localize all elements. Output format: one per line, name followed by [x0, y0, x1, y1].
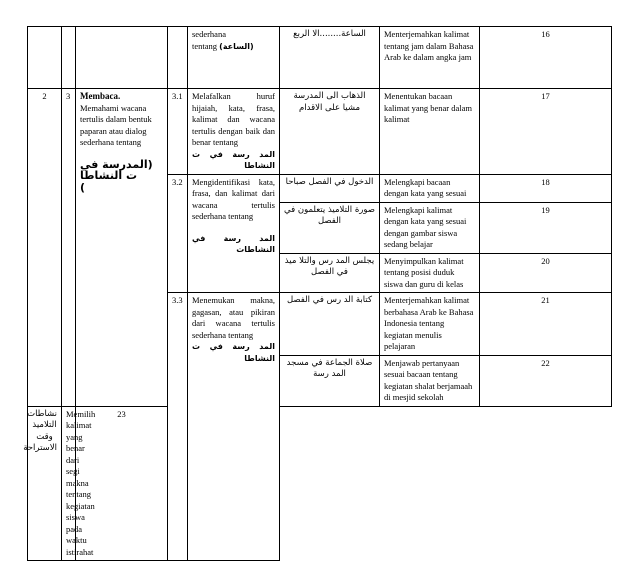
topic-arabic: (الساعة) [219, 41, 254, 51]
topic-text-2: tentang [192, 40, 218, 51]
subsection-cell [188, 293, 280, 561]
subsection-number: 3.2 [168, 174, 188, 293]
objective-cell: Menjawab pertanyaan sesuai bacaan tentang kegiatan shalat berjamaah di mesjid sekolah [380, 355, 480, 406]
item-number: 23 [76, 406, 168, 561]
skill-title: Membaca. [80, 91, 121, 101]
week-number: 2 [28, 89, 62, 407]
subsection-description: Menemukan makna, gagasan, atau pikiran dari wacana tertulis sederhana tentang [192, 295, 275, 340]
arabic-content-cell: يجلس المد رس والتلا ميذ في الفصل [280, 253, 380, 293]
item-number: 18 [480, 174, 612, 202]
skill-description: Memahami wacana tertulis dalam bentuk paparan atau dialog sederhana tentang [80, 102, 152, 147]
skill-cell [76, 89, 168, 407]
arabic-content-cell: صورة التلاميذ يتعلمون في الفصل [280, 202, 380, 253]
topic-cell [188, 27, 280, 89]
arabic-content-cell: صلاة الجماعة في مسجد المد رسة [280, 355, 380, 406]
subsection-cell [188, 174, 280, 293]
unit-number: 3 [62, 89, 76, 407]
skill-arabic-2: ) [80, 180, 86, 194]
skill-arabic: (المدرسة في ت النشاطا [80, 157, 153, 182]
objective-cell: Melengkapi bacaan dengan kata yang sesuai [380, 174, 480, 202]
subsection-cell [188, 89, 280, 175]
arabic-content-cell: الذهاب الى المدرسة مشيا على الاقدام [280, 89, 380, 175]
subsection-description: Mengidentifikasi kata, frasa, dan kalimat dari wacana tertulis sederhana tentang [192, 176, 275, 221]
objective-cell: Menyimpulkan kalimat tentang posisi duduk siswa dan guru di kelas [380, 253, 480, 293]
table-row [28, 27, 612, 89]
objective-cell: Menterjemahkan kalimat tentang jam dalam Bahasa Arab ke dalam angka jam [380, 27, 480, 89]
subsection-description: Melafalkan huruf hijaiah, kata, frasa, kalimat dan wacana tertulis dengan baik dan benar tentang [192, 91, 275, 147]
objective-cell: Menentukan bacaan kalimat yang benar dalam kalimat [380, 89, 480, 175]
table-row [28, 406, 612, 561]
subsection-number: 3.1 [168, 89, 188, 175]
objective-cell: Menterjemahkan kalimat berbahasa Arab ke Bahasa Indonesia tentang kegiatan menulis pelajaran [380, 293, 480, 356]
item-number: 21 [480, 293, 612, 356]
syllabus-table [23, 26, 612, 561]
item-number: 19 [480, 202, 612, 253]
arabic-content-cell: الساعة........الا الربع [280, 27, 380, 89]
subsection-number: 3.3 [168, 293, 188, 561]
item-number: 17 [480, 89, 612, 175]
subsection-arabic: المد رسة في ت النشاطا [192, 149, 275, 170]
objective-cell: Memilih kalimat yang benar dari segi makna tentang kegiatan siswa pada waktu istirahat [62, 406, 76, 561]
objective-cell: Melengkapi kalimat dengan kata yang sesuai dengan gambar siswa sedang belajar [380, 202, 480, 253]
arabic-content-cell: نشاطات التلاميذ وقت الاستراحة [28, 406, 62, 561]
table-row [28, 89, 612, 175]
arabic-content-cell: كتابة الد رس في الفصل [280, 293, 380, 356]
subsection-arabic: المد رسة في ت النشاطا [192, 342, 275, 363]
subsection-arabic: المد رسة في النشاطات [192, 233, 275, 254]
item-number: 20 [480, 253, 612, 293]
item-number: 16 [480, 27, 612, 89]
item-number: 22 [480, 355, 612, 406]
arabic-content-cell: الدخول في الفصل صباحا [280, 174, 380, 202]
topic-text: sederhana [192, 29, 226, 39]
